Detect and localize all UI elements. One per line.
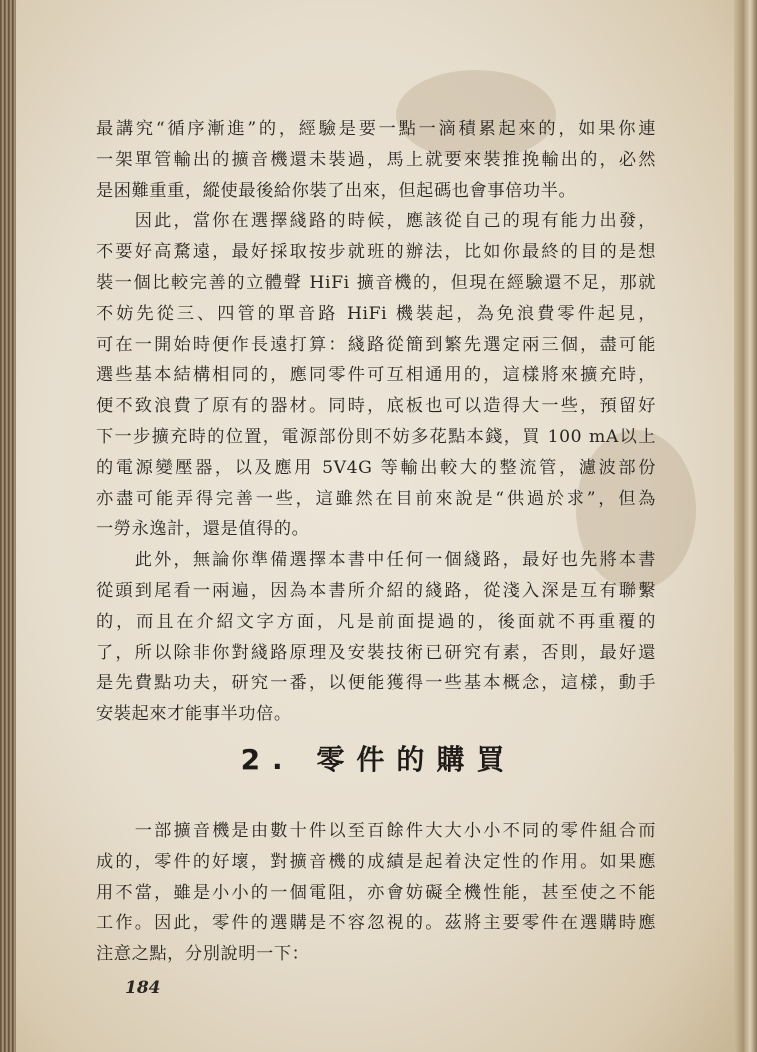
text-line: 用不當，雖是小小的一個電阻，亦會妨礙全機性能，甚至使之不能 bbox=[96, 882, 656, 903]
section-heading: 2. 零件的購買 bbox=[240, 743, 517, 776]
text-line: 便不致浪費了原有的器材。同時，底板也可以造得大一些，預留好 bbox=[96, 396, 656, 417]
text-line: 一部擴音機是由數十件以至百餘件大大小小不同的零件組合而 bbox=[96, 821, 656, 841]
text-line: 是困難重重，縱使最後給你裝了出來，但起碼也會事倍功半。 bbox=[96, 180, 577, 201]
text-line: 因此，當你在選擇綫路的時候，應該從自己的現有能力出發， bbox=[96, 211, 656, 232]
text-line: 工作。因此，零件的選購是不容忽視的。茲將主要零件在選購時應 bbox=[96, 913, 656, 934]
text-line: 不妨先從三、四管的單音路 HiFi 機裝起，為免浪費零件起見， bbox=[96, 303, 656, 324]
text-line: 亦盡可能弄得完善一些，這雖然在目前來說是“供過於求”，但為 bbox=[96, 488, 656, 509]
text-line: 成的，零件的好壞，對擴音機的成績是起着決定性的作用。如果應 bbox=[96, 851, 656, 872]
text-line: 最講究“循序漸進”的，經驗是要一點一滴積累起來的，如果你連 bbox=[96, 119, 656, 139]
text-line: 注意之點，分別說明一下： bbox=[96, 944, 310, 965]
book-spine-edge bbox=[0, 0, 16, 1052]
page-edge-right bbox=[734, 0, 757, 1052]
text-line: 可在一開始時便作長遠打算：綫路從簡到繁先選定兩三個，盡可能 bbox=[96, 334, 656, 355]
text-line: 從頭到尾看一兩遍，因為本書所介紹的綫路，從淺入深是互有聯繫 bbox=[96, 580, 656, 601]
page-number: 184 bbox=[125, 978, 161, 998]
text-line: 是先費點功夫，研究一番，以便能獲得一些基本概念，這樣，動手 bbox=[96, 673, 656, 694]
text-line: 此外，無論你準備選擇本書中任何一個綫路，最好也先將本書 bbox=[96, 550, 656, 571]
text-line: 裝一個比較完善的立體聲 HiFi 擴音機的，但現在經驗還不足，那就 bbox=[96, 272, 656, 293]
body-text-section-2 bbox=[96, 816, 656, 970]
text-line: 的電源變壓器，以及應用 5V4G 等輸出較大的整流管，濾波部份 bbox=[96, 457, 656, 478]
text-line: 下一步擴充時的位置，電源部份則不妨多花點本錢，買 100 mA以上 bbox=[96, 426, 656, 447]
text-line: 一勞永逸計，還是值得的。 bbox=[96, 519, 310, 540]
text-line: 的，而且在介紹文字方面，凡是前面提過的，後面就不再重覆的 bbox=[96, 611, 656, 632]
text-line: 選些基本結構相同的，應同零件可互相通用的，這樣將來擴充時， bbox=[96, 365, 656, 386]
text-line: 了，所以除非你對綫路原理及安裝技術已研究有素，否則，最好還 bbox=[96, 642, 656, 663]
text-line: 安裝起來才能事半功倍。 bbox=[96, 704, 292, 725]
text-line: 一架單管輸出的擴音機還未裝過，馬上就要來裝推挽輸出的，必然 bbox=[96, 149, 656, 170]
body-text-section-1 bbox=[96, 114, 656, 730]
text-line: 不要好高騖遠，最好採取按步就班的辦法，比如你最終的目的是想 bbox=[96, 242, 656, 263]
